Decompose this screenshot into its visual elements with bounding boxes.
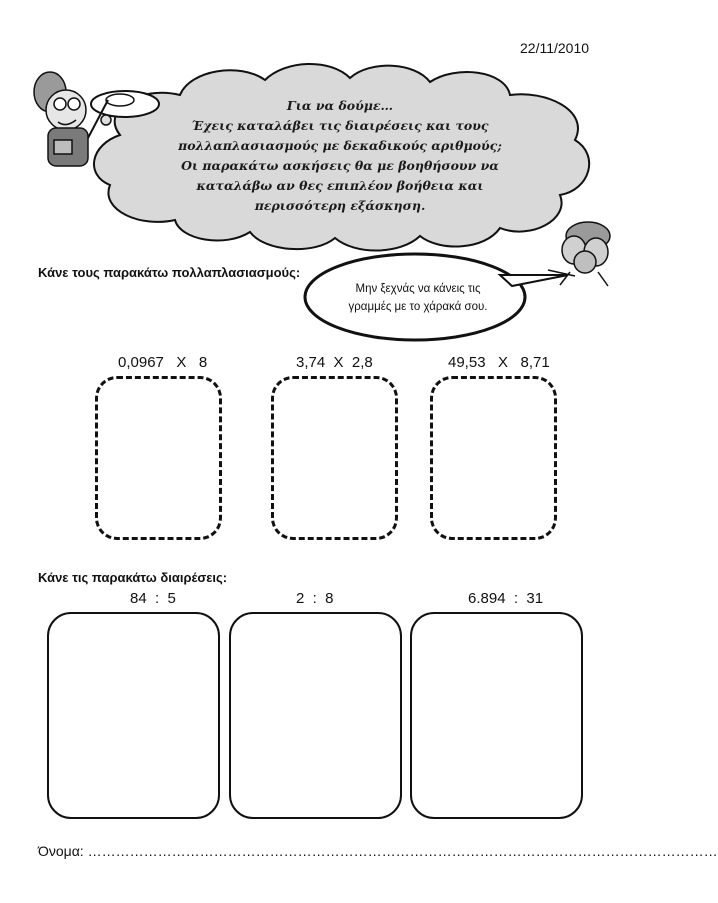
multiplication-problem-1: 0,0967 X 8 [118,354,208,371]
division-heading: Κάνε τις παρακάτω διαιρέσεις: [38,570,228,585]
cloud-line: Οι παρακάτω ασκήσεις θα με βοηθήσουν να [181,158,499,173]
division-answer-box-1[interactable] [47,612,220,819]
cloud-line: Έχεις καταλάβει τις διαιρέσεις και τους [191,118,489,133]
reminder-line: Μην ξεχνάς να κάνεις τις [355,283,481,295]
multiplication-answer-box-1[interactable] [95,376,222,540]
thought-bubble-tiny [106,94,134,106]
multiplication-problem-3: 49,53 X 8,71 [448,354,550,371]
date: 22/11/2010 [520,40,590,56]
division-problem-3: 6.894 : 31 [468,590,544,607]
reminder-text [318,280,518,316]
division-problem-2: 2 : 8 [296,590,334,607]
multiplication-heading: Κάνε τους παρακάτω πολλαπλασιασμούς: [38,265,301,280]
cloud-message [160,96,520,216]
multiplication-problem-2: 3,74 X 2,8 [296,354,373,371]
division-answer-box-2[interactable] [229,612,402,819]
cloud-line: καταλάβω αν θες επιπλέον βοήθεια και [196,178,484,193]
multiplication-answer-box-3[interactable] [430,376,557,540]
division-answer-box-3[interactable] [410,612,583,819]
division-problem-1: 84 : 5 [130,590,176,607]
multiplication-answer-box-2[interactable] [271,376,398,540]
cloud-line: Για να δούμε… [286,98,394,113]
name-field[interactable]: Όνομα: ……………………………………………………………………………………………………………………… [38,843,718,859]
reminder-line: γραμμές με το χάρακά σου. [348,301,488,313]
cloud-line: περισσότερη εξάσκηση. [254,198,426,213]
cloud-line: πολλαπλασιασμούς με δεκαδικούς αριθμούς; [178,138,502,153]
